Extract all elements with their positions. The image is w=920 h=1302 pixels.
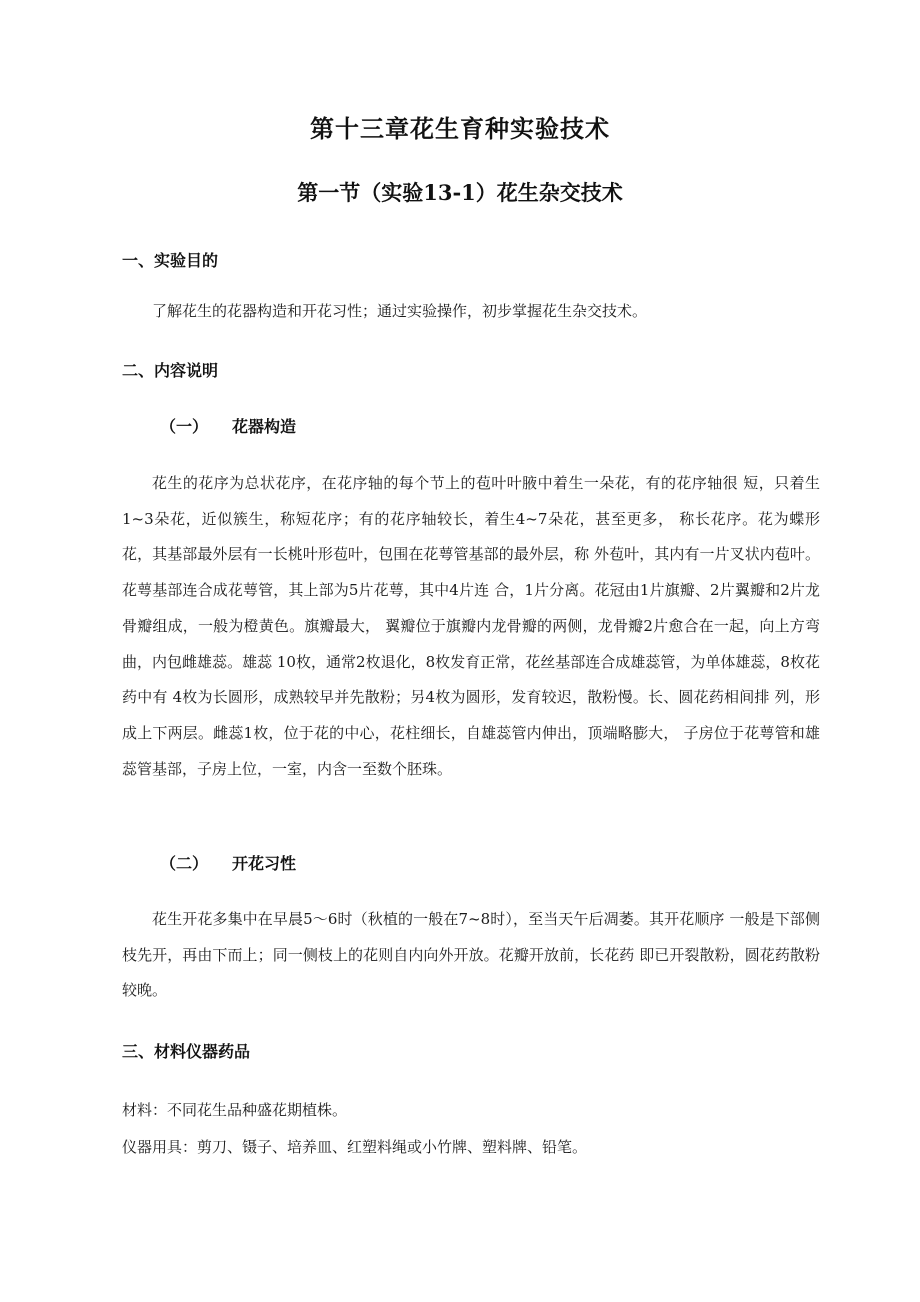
heading-purpose: 一、实验目的 [122, 251, 219, 270]
subheading-flower-structure [160, 415, 296, 439]
heading-content: 二、内容说明 [122, 361, 219, 380]
subheading-number: （二） [160, 854, 209, 873]
materials-line: 材料：不同花生品种盛花期植株。 [122, 1101, 348, 1119]
subheading-flowering-habit [160, 852, 296, 876]
paragraph-flowering-habit: 花生开花多集中在早晨5～6时（秋植的一般在7~8时），至当天午后凋萎。其开花顺序 一般是下部侧枝先开，再由下而上；同一侧枝上的花则自内向外开放。花瓣开放前，长花药 即已开裂散粉，圆花药散粉较晚。 [122, 910, 820, 1000]
subheading-number: （一） [160, 417, 209, 436]
heading-materials: 三、材料仪器药品 [122, 1042, 251, 1061]
paragraph-purpose: 了解花生的花器构造和开花习性；通过实验操作，初步掌握花生杂交技术。 [152, 302, 648, 320]
paragraph-flower-structure: 花生的花序为总状花序，在花序轴的每个节上的苞叶叶腋中着生一朵花，有的花序轴很 短，只着生1~3朵花，近似簇生，称短花序；有的花序轴较长，着生4~7朵花，甚至更多， 称长花序。花为蝶形花，其基部最外层有一长桃叶形苞叶，包围在花萼管基部的最外层，称 外苞叶，其内有一片叉状内苞叶。花萼基部连合成花萼管，其上部为5片花萼，其中4片连 合，1片分离。花冠由1片旗瓣、2片翼瓣和2片龙骨瓣组成，一般为橙黄色。旗瓣最大， 翼瓣位于旗瓣内龙骨瓣的两侧，龙骨瓣2片愈合在一起，向上方弯曲，内包雌雄蕊。雄蕊 10枚，通常2枚退化，8枚发育正常，花丝基部连合成雄蕊管，为单体雄蕊，8枚花药中有 4枚为长圆形，成熟较早并先散粉；另4枚为圆形，发育较迟，散粉慢。长、圆花药相间排 列，形成上下两层。雌蕊1枚，位于花的中心，花柱细长，自雄蕊管内伸出，顶端略膨大， 子房位于花萼管和雄蕊管基部，子房上位，一室，内含一至数个胚珠。 [122, 474, 820, 778]
chapter-title: 第十三章花生育种实验技术 [310, 115, 610, 143]
subheading-title: 花器构造 [232, 417, 297, 436]
subheading-title: 开花习性 [232, 854, 297, 873]
instruments-line: 仪器用具：剪刀、镊子、培养皿、红塑料绳或小竹牌、塑料牌、铅笔。 [122, 1138, 588, 1156]
section-title: 第一节（实验13-1）花生杂交技术 [297, 180, 623, 205]
